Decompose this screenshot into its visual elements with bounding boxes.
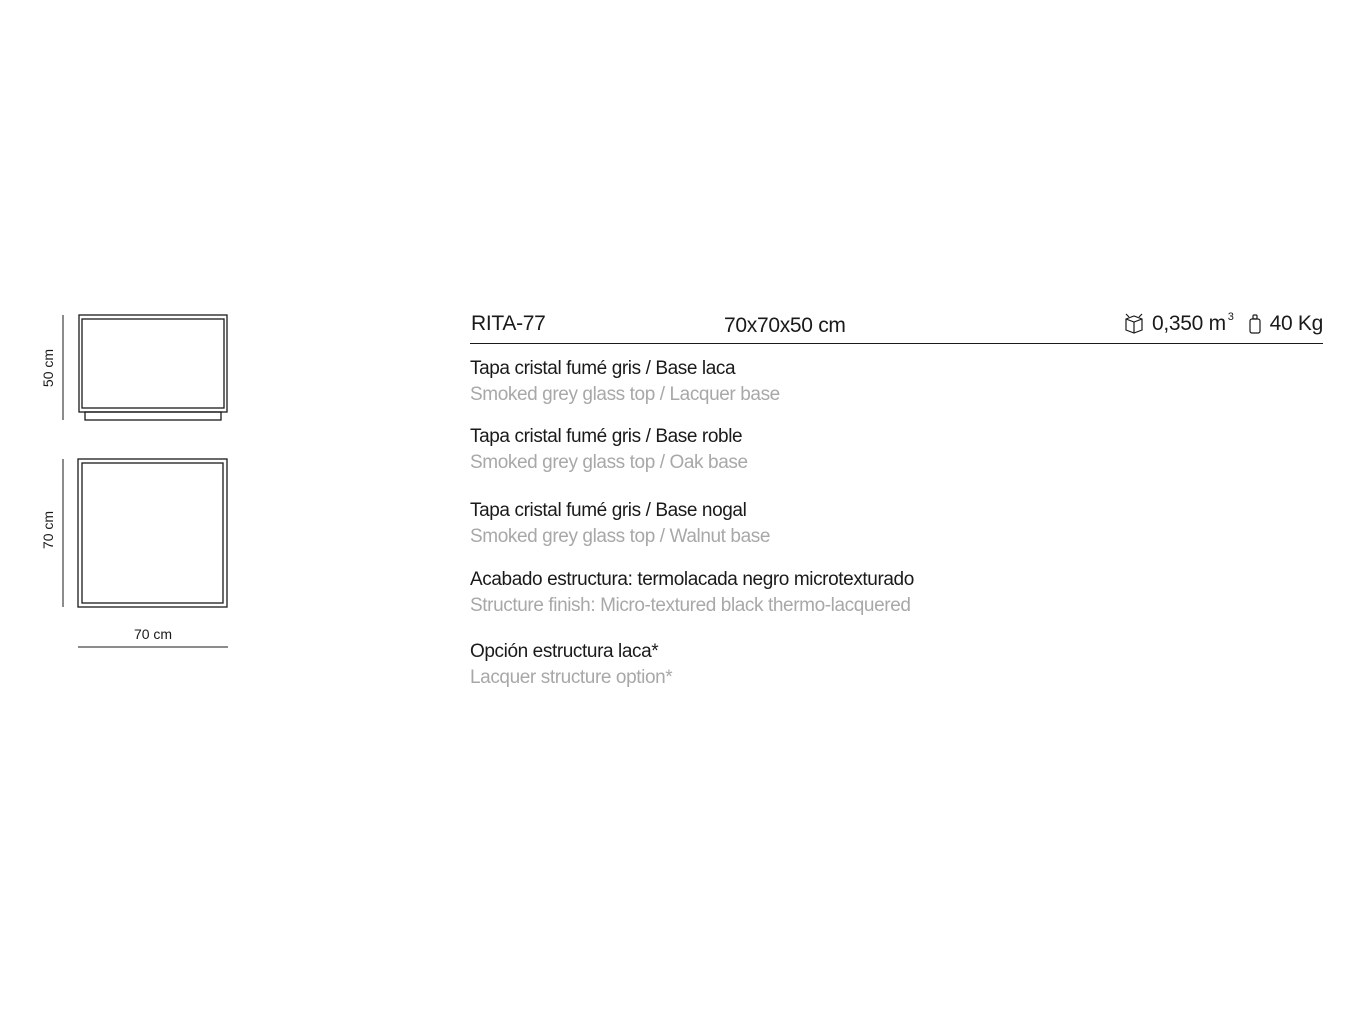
product-dimensions: 70x70x50 cm — [724, 314, 846, 337]
volume-exponent: 3 — [1227, 311, 1234, 323]
option-label-es: Tapa cristal fumé gris / Base nogal — [470, 500, 747, 521]
finish-option-walnut — [470, 498, 770, 550]
box-volume-icon — [1123, 312, 1145, 336]
front-elevation — [79, 315, 227, 420]
weight-icon — [1248, 313, 1262, 335]
option-label-es: Tapa cristal fumé gris / Base laca — [470, 358, 736, 379]
option-label-en: Smoked grey glass top / Oak base — [470, 452, 748, 473]
option-label-es: Acabado estructura: termolacada negro microtexturado — [470, 569, 914, 590]
product-specs — [1123, 312, 1323, 336]
depth-label: 70 cm — [40, 510, 56, 550]
weight-value: 40 Kg — [1269, 312, 1323, 335]
top-plan-view — [78, 459, 227, 607]
width-label: 70 cm — [133, 626, 173, 642]
technical-drawing — [0, 0, 300, 700]
structure-finish — [470, 567, 914, 619]
volume-value: 0,350 m $^3$ — [1152, 311, 1234, 335]
option-label-en: Smoked grey glass top / Walnut base — [470, 526, 771, 547]
finish-option-oak — [470, 424, 748, 476]
option-label-es: Tapa cristal fumé gris / Base roble — [470, 426, 743, 447]
product-header — [470, 310, 1323, 344]
finish-option-lacquer — [470, 356, 780, 408]
height-label: 50 cm — [40, 348, 56, 388]
lacquer-structure-option — [470, 639, 672, 691]
model-name: RITA-77 — [471, 312, 546, 335]
option-label-en: Structure finish: Micro-textured black thermo-lacquered — [470, 595, 911, 616]
option-label-es: Opción estructura laca* — [470, 641, 659, 662]
option-label-en: Lacquer structure option* — [470, 667, 673, 688]
option-label-en: Smoked grey glass top / Lacquer base — [470, 384, 780, 405]
